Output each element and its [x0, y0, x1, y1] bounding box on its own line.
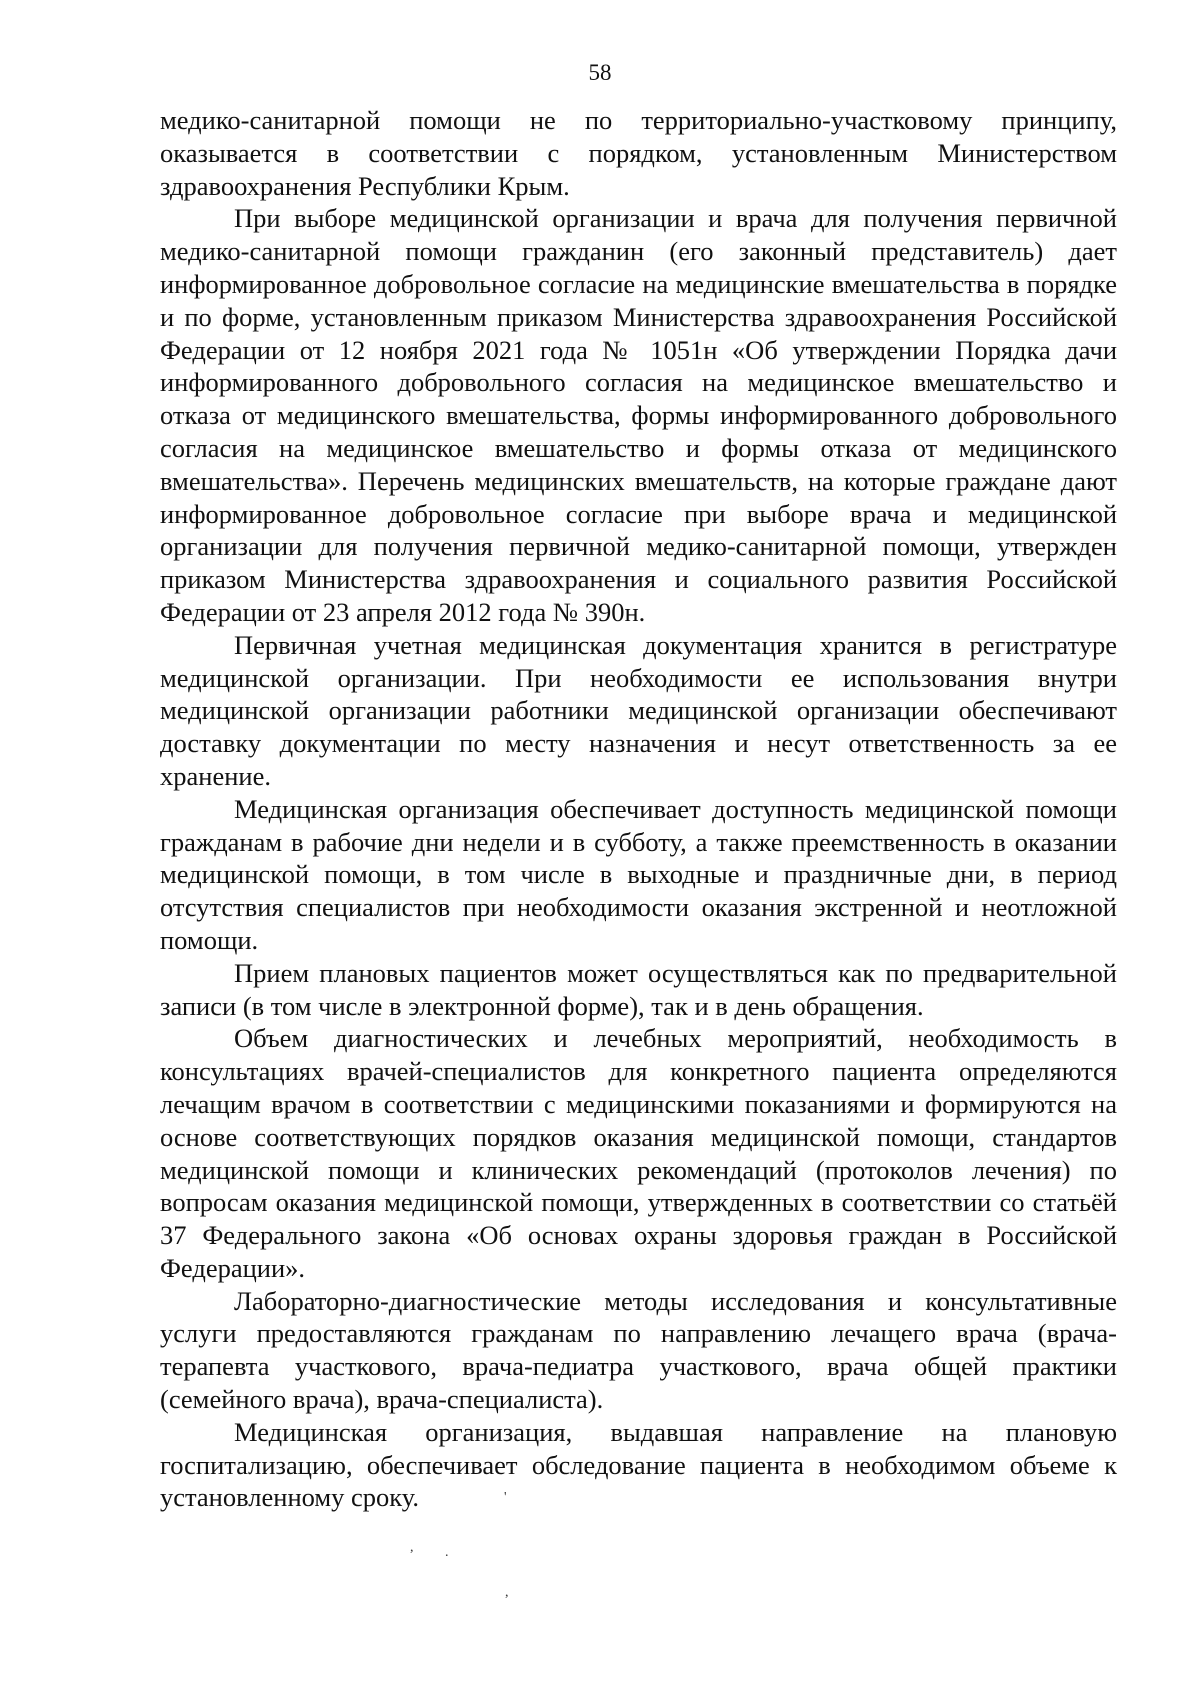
scan-speck: . — [445, 1545, 449, 1560]
paragraph-diagnostic-scope: Объем диагностических и лечебных мероприятий, необходимость в консультациях врачей-специалистов для конкретного пациента определяются лечащим врачом в соответствии с медицинскими показаниями и формируются на основе соответствующих порядков оказания медицинской помощи, стандартов медицинской помощи и клинических рекомендаций (протоколов лечения) по вопросам оказания медицинской помощи, утвержденных в соответствии со статьёй 37 Федерального закона «Об основах охраны здоровья граждан в Российской Федерации». — [160, 1023, 1117, 1283]
paragraph-documentation-storage: Первичная учетная медицинская документация хранится в регистратуре медицинской организации. При необходимости ее использования внутри медицинской организации работники медицинской организации обеспечивают доставку документации по месту назначения и несут ответственность за ее хранение. — [160, 629, 1117, 791]
document-body — [160, 104, 1117, 1514]
scan-speck: , — [505, 1585, 509, 1600]
paragraph-laboratory-methods: Лабораторно-диагностические методы исследования и консультативные услуги предоставляются гражданам по направлению лечащего врача (врача-терапевта участкового, врача-педиатра участкового, врача общей практики (семейного врача), врача-специалиста). — [160, 1285, 1117, 1415]
scan-speck: ' — [504, 1490, 507, 1505]
paragraph-continuation: медико-санитарной помощи не по территориально-участковому принципу, оказывается в соответствии с порядком, установленным Министерством здравоохранения Республики Крым. — [160, 105, 1117, 201]
scan-speck: , — [410, 1540, 414, 1555]
paragraph-informed-consent: При выборе медицинской организации и врача для получения первичной медико-санитарной помощи гражданин (его законный представитель) дает информированное добровольное согласие на медицинские вмешательства в порядке и по форме, установленным приказом Министерства здравоохранения Российской Федерации от 12 ноября 2021 года № 1051н «Об утверждении Порядка дачи информированного добровольного согласия на медицинское вмешательство и отказа от медицинского вмешательства, формы информированного добровольного согласия на медицинское вмешательство и формы отказа от медицинского вмешательства». Перечень медицинских вмешательств, на которые граждане дают информированное добровольное согласие при выборе врача и медицинской организации для получения первичной медико-санитарной помощи, утвержден приказом Министерства здравоохранения и социального развития Российской Федерации от 23 апреля 2012 года № 390н. — [160, 203, 1117, 627]
paragraph-availability: Медицинская организация обеспечивает доступность медицинской помощи гражданам в рабочие дни недели и в субботу, а также преемственность в оказании медицинской помощи, в том числе в выходные и праздничные дни, в период отсутствия специалистов при необходимости оказания экстренной и неотложной помощи. — [160, 793, 1117, 955]
paragraph-hospitalization: Медицинская организация, выдавшая направление на плановую госпитализацию, обеспечивает обследование пациента в необходимом объеме к установленному сроку. — [160, 1416, 1117, 1513]
paragraph-appointments: Прием плановых пациентов может осуществляться как по предварительной записи (в том числе в электронной форме), так и в день обращения. — [160, 957, 1117, 1021]
page-number: 58 — [588, 60, 612, 85]
